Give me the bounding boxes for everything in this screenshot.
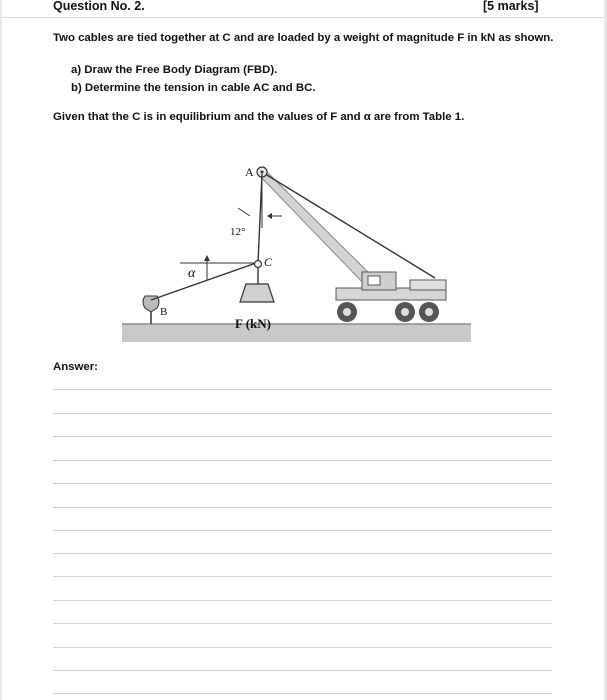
alpha-arrowhead (204, 255, 210, 261)
question-number: Question No. 2. (53, 0, 145, 13)
truck-rear (410, 280, 446, 290)
answer-line[interactable] (53, 413, 552, 414)
marks-label: [5 marks] (483, 0, 539, 13)
answer-label: Answer: (53, 361, 98, 373)
answer-line[interactable] (53, 693, 552, 694)
ground (122, 324, 471, 342)
answer-line[interactable] (53, 389, 552, 390)
answer-line[interactable] (53, 647, 552, 648)
answer-line[interactable] (53, 460, 552, 461)
answer-line[interactable] (53, 576, 552, 577)
problem-statement: Two cables are tied together at C and are loaded by a weight of magnitude F in kN as shown. (53, 32, 554, 44)
label-force: F (kN) (235, 316, 271, 331)
crane-boom (258, 170, 378, 288)
answer-line[interactable] (53, 670, 552, 671)
left-edge (0, 0, 2, 700)
answer-line[interactable] (53, 623, 552, 624)
ring-c (255, 261, 262, 268)
crane-figure (120, 160, 475, 345)
label-a: A (245, 165, 254, 179)
label-angle: 12° (230, 226, 246, 238)
truck-wheel-front-hub (343, 308, 351, 316)
label-c: C (264, 255, 273, 269)
top-rule (0, 17, 607, 18)
label-b: B (160, 306, 168, 318)
truck-wheel-rear-2-hub (425, 308, 433, 316)
answer-line[interactable] (53, 553, 552, 554)
pulley-a-pin (261, 171, 264, 174)
given-statement: Given that the C is in equilibrium and the values of F and α are from Table 1. (53, 111, 465, 123)
cable-bc (151, 263, 256, 300)
answer-line[interactable] (53, 436, 552, 437)
angle-arrow-left (238, 208, 250, 216)
weight-block (240, 284, 274, 302)
answer-line[interactable] (53, 600, 552, 601)
part-a: a) Draw the Free Body Diagram (FBD). (71, 64, 278, 76)
part-b: b) Determine the tension in cable AC and BC. (71, 82, 316, 94)
answer-line[interactable] (53, 530, 552, 531)
label-alpha: α (188, 266, 196, 281)
answer-line[interactable] (53, 507, 552, 508)
truck-wheel-rear-1-hub (401, 308, 409, 316)
answer-line[interactable] (53, 483, 552, 484)
truck-window (368, 276, 380, 285)
angle-arrowhead (267, 213, 272, 219)
cable-ac (258, 174, 262, 263)
